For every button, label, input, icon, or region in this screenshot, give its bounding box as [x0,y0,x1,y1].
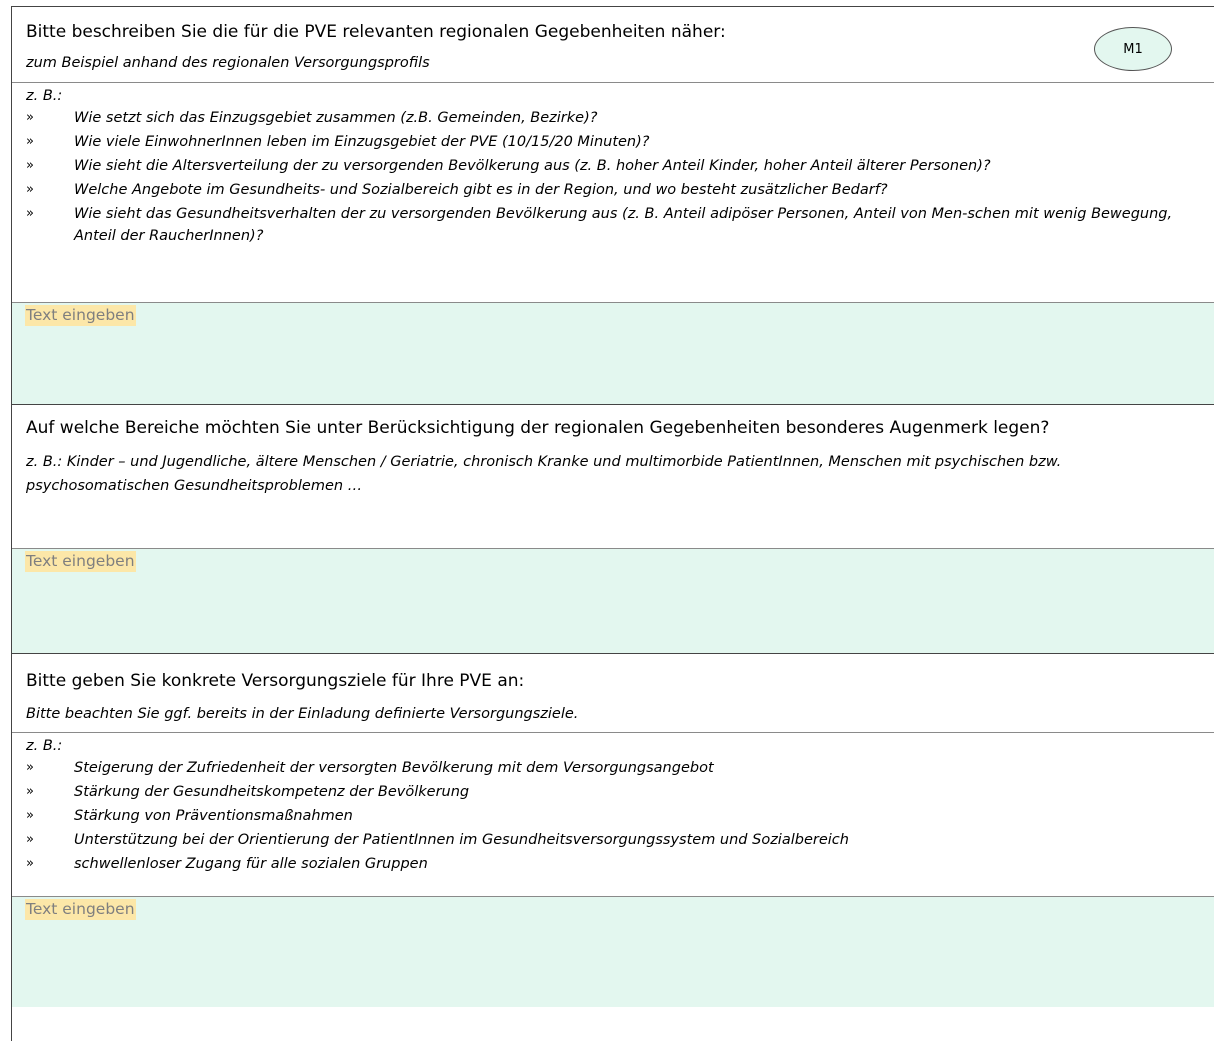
text-input-placeholder[interactable]: Text eingeben [26,552,135,570]
list-item [26,829,1200,851]
hint-text: Wie sieht die Altersverteilung der zu versorgenden Bevölkerung aus (z. B. hoher Anteil Kinder, hoher Anteil älterer Personen)? [74,158,991,174]
section-header [12,405,1214,549]
bullet: » [26,134,34,149]
hint-text: schwellenloser Zugang für alle sozialen Gruppen [74,856,428,872]
list-item [26,757,1200,779]
list-item [26,805,1200,827]
section-heading: Auf welche Bereiche möchten Sie unter Berücksichtigung der regionalen Gegebenheiten besonderes Augenmerk legen? [26,418,1050,438]
hint-text: Stärkung von Präventionsmaßnahmen [74,808,353,824]
text-input-area-goals[interactable] [12,897,1214,1007]
bullet: » [26,856,34,871]
bullet: » [26,760,34,775]
list-item [26,203,1200,247]
text-input-placeholder[interactable]: Text eingeben [26,900,135,918]
hints-intro: z. B.: [26,88,63,104]
text-input-area-regional[interactable] [12,303,1214,405]
list-item [26,155,1200,177]
list-item [26,179,1200,201]
section-subheading: Bitte beachten Sie ggf. bereits in der Einladung definierte Versorgungsziele. [26,706,579,722]
form [11,6,1214,1041]
hints-list [12,733,1214,897]
bullet: » [26,784,34,799]
hint-text: Steigerung der Zufriedenheit der versorgten Bevölkerung mit dem Versorgungsangebot [74,760,714,776]
hint-text: Unterstützung bei der Orientierung der PatientInnen im Gesundheitsversorgungssystem und Sozialbereich [74,832,849,848]
bullet: » [26,206,34,221]
list-item [26,781,1200,803]
section-regional-conditions [12,7,1214,405]
text-input-placeholder[interactable]: Text eingeben [26,306,135,324]
section-focus-areas [12,405,1214,654]
section-header [12,7,1214,83]
list-item [26,107,1200,129]
section-heading: Bitte beschreiben Sie die für die PVE relevanten regionalen Gegebenheiten näher: [26,22,726,42]
hint-text: Welche Angebote im Gesundheits- und Sozialbereich gibt es in der Region, und wo besteht zusätzlicher Bedarf? [74,182,888,198]
section-heading: Bitte geben Sie konkrete Versorgungsziele für Ihre PVE an: [26,671,525,691]
list-item [26,131,1200,153]
section-subheading: z. B.: Kinder – und Jugendliche, ältere Menschen / Geriatrie, chronisch Kranke und multimorbide PatientInnen, Menschen mit psychischen bzw. psychosomatischen Gesundheitsproblemen … [26,454,1062,494]
hint-text: Wie viele EinwohnerInnen leben im Einzugsgebiet der PVE (10/15/20 Minuten)? [74,134,650,150]
list-item [26,853,1200,875]
section-care-goals [12,654,1214,1007]
hint-text: Wie setzt sich das Einzugsgebiet zusammen (z.B. Gemeinden, Bezirke)? [74,110,598,126]
bullet: » [26,182,34,197]
module-badge: M1 [1094,27,1172,71]
hints-list [12,83,1214,303]
section-subheading: zum Beispiel anhand des regionalen Versorgungsprofils [26,55,430,71]
hint-text: Stärkung der Gesundheitskompetenz der Bevölkerung [74,784,470,800]
text-input-area-focus[interactable] [12,549,1214,654]
bullet: » [26,832,34,847]
bullet: » [26,808,34,823]
hints-intro: z. B.: [26,738,63,754]
bullet: » [26,158,34,173]
section-header [12,654,1214,733]
bullet: » [26,110,34,125]
hint-text: Wie sieht das Gesundheitsverhalten der zu versorgenden Bevölkerung aus (z. B. Anteil adipöser Personen, Anteil von Men-schen mit wenig Bewegung, Anteil der RaucherInnen)? [74,206,1173,244]
